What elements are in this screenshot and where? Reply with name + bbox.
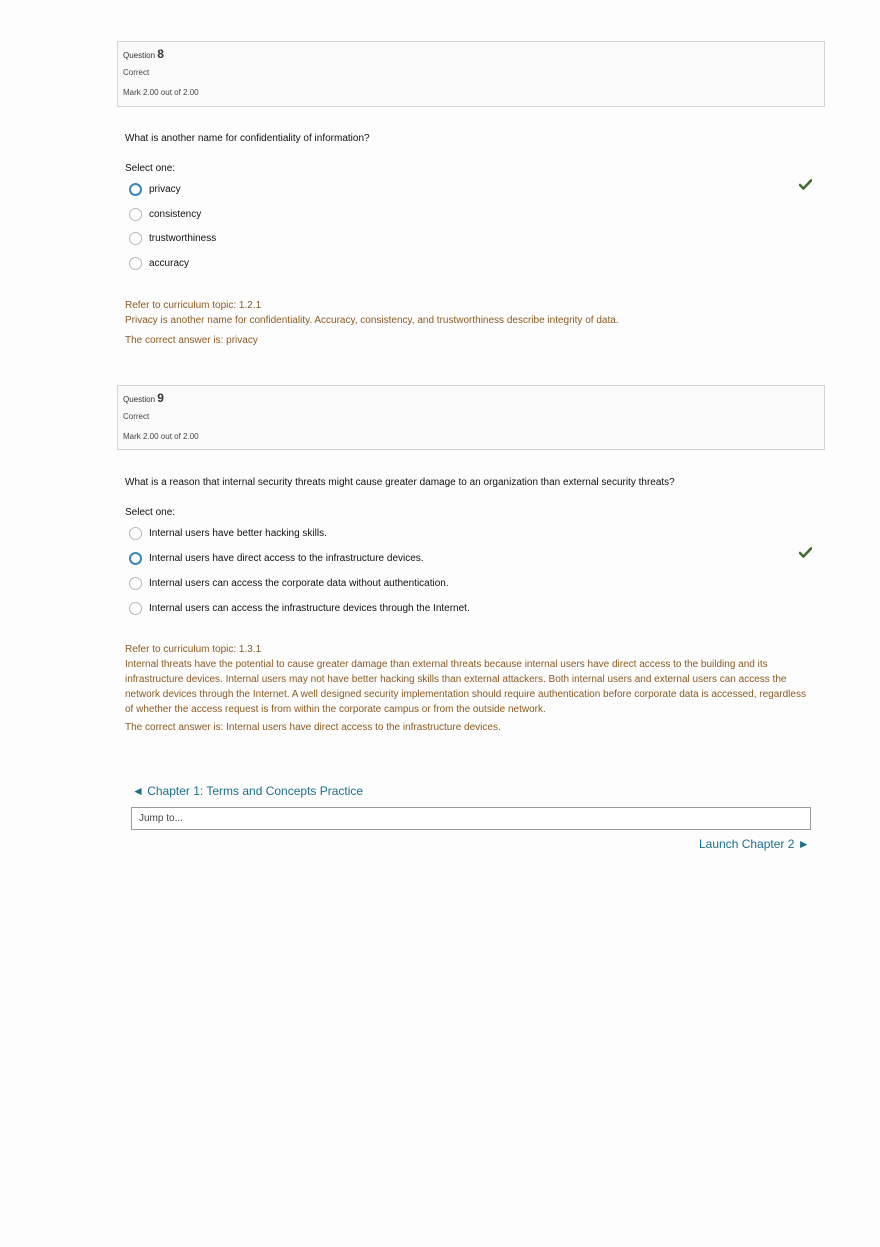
answer-option[interactable] [129, 550, 424, 566]
select-one-prompt: Select one: [125, 163, 176, 174]
question-state: Correct [123, 412, 150, 421]
option-label: Internal users have direct access to the infrastructure devices. [149, 552, 424, 564]
question-grade: Mark 2.00 out of 2.00 [123, 88, 199, 97]
question-state: Correct [123, 68, 150, 77]
select-one-prompt: Select one: [125, 507, 176, 518]
next-activity-link[interactable]: Launch Chapter 2 ► [699, 837, 810, 851]
jump-to-select[interactable]: Jump to... [131, 807, 811, 830]
question-text: What is another name for confidentiality of information? [125, 133, 370, 144]
option-label: trustworthiness [149, 232, 217, 244]
correct-answer: The correct answer is: privacy [125, 335, 258, 346]
radio-button-selected[interactable] [129, 552, 142, 565]
answer-option[interactable] [129, 206, 201, 222]
feedback-text: Internal threats have the potential to cause greater damage than external threats because internal users have direct access to the building and its infrastructure devices. Internal users may not have better hacking skills than external attackers. Both internal users and external users can access the network devices through the Internet. A well designed security implementation should require authentication before corporate data is accessed, regardless of whether the access request is from within the corporate campus or from the outside network. [125, 659, 806, 715]
answer-option[interactable] [129, 181, 181, 197]
feedback-topic: Refer to curriculum topic: 1.3.1 [125, 644, 262, 655]
option-label: Internal users can access the corporate data without authentication. [149, 577, 449, 589]
previous-activity-link[interactable]: ◄ Chapter 1: Terms and Concepts Practice [132, 784, 364, 798]
answer-option[interactable] [129, 575, 449, 591]
radio-button[interactable] [129, 232, 142, 245]
correct-check-icon [799, 179, 812, 190]
answer-option[interactable] [129, 525, 327, 541]
option-label: consistency [149, 208, 202, 220]
answer-option[interactable] [129, 255, 189, 271]
question-label: Question [123, 51, 156, 60]
radio-button[interactable] [129, 527, 142, 540]
radio-button[interactable] [129, 577, 142, 590]
question-number [123, 48, 819, 62]
option-label: accuracy [149, 257, 190, 269]
option-label: privacy [149, 183, 181, 195]
question-grade: Mark 2.00 out of 2.00 [123, 432, 199, 441]
option-label: Internal users have better hacking skills. [149, 527, 327, 539]
correct-check-icon [799, 547, 812, 558]
radio-button[interactable] [129, 257, 142, 270]
question-label: Question [123, 395, 156, 404]
option-label: Internal users can access the infrastructure devices through the Internet. [149, 602, 470, 614]
answer-option[interactable] [129, 600, 470, 616]
feedback-text: Privacy is another name for confidentiality. Accuracy, consistency, and trustworthiness describe integrity of data. [125, 315, 619, 326]
question-info-box [117, 41, 825, 107]
feedback-topic: Refer to curriculum topic: 1.2.1 [125, 300, 262, 311]
radio-button[interactable] [129, 602, 142, 615]
correct-answer: The correct answer is: Internal users have direct access to the infrastructure devices. [125, 722, 501, 733]
general-feedback [125, 298, 817, 328]
question-number [123, 392, 819, 406]
question-number-value: 8 [157, 47, 164, 61]
question-number-value: 9 [157, 391, 164, 405]
radio-button-selected[interactable] [129, 183, 142, 196]
answer-option[interactable] [129, 230, 216, 246]
radio-button[interactable] [129, 208, 142, 221]
question-info-box [117, 385, 825, 450]
general-feedback [125, 642, 817, 717]
question-text: What is a reason that internal security threats might cause greater damage to an organization than external security threats? [125, 477, 675, 488]
